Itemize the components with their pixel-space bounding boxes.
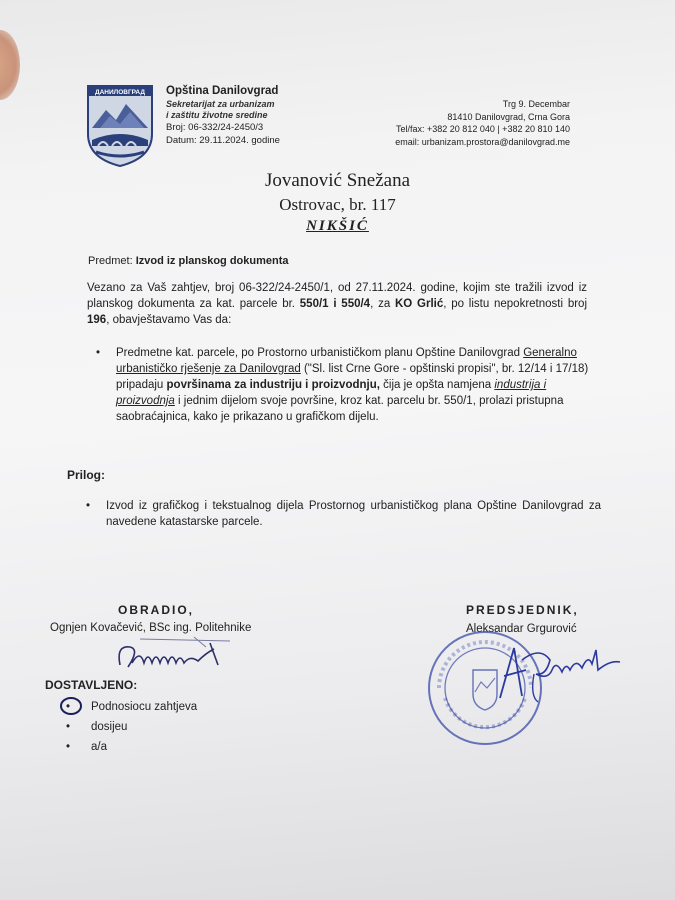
- bullet-item-plan: [96, 345, 596, 425]
- list-item: [66, 717, 197, 737]
- list-item-text: Podnosiocu zahtjeva: [91, 701, 198, 713]
- department-line-1: Sekretarijat za urbanizam: [166, 99, 275, 109]
- crest-text: ДАНИЛОВГРАД: [94, 89, 146, 96]
- department-line-2: i zaštitu životne sredine: [166, 110, 268, 120]
- delivered-to-label: DOSTAVLJENO:: [45, 678, 138, 692]
- telfax: Tel/fax: +382 20 812 040 | +382 20 810 140: [396, 124, 570, 134]
- attachment-label: Prilog:: [67, 468, 105, 482]
- bullet-item-attachment: [86, 498, 601, 530]
- bullet1-text-7: i jednim dijelom svoje površine, kroz kat. parcelu br. 550/1, prolazi pristupna saobraćajnica, kako je prikazano u grafičkom dijelu.: [116, 395, 564, 423]
- finger-edge: [0, 30, 20, 100]
- prepared-by-title: OBRADIO,: [118, 603, 194, 617]
- president-name: Aleksandar Grgurović: [466, 623, 577, 635]
- municipality-crest-logo: [86, 84, 154, 168]
- bullet-dot: •: [86, 500, 91, 512]
- body-ko: KO Grlić: [395, 298, 444, 310]
- body-text-3: , po listu nepokretnosti broj: [443, 298, 587, 310]
- list-item: [66, 697, 197, 717]
- body-paragraph: [87, 280, 587, 328]
- handwritten-signature-left: [110, 635, 240, 675]
- address-line-1: Trg 9. Decembar: [502, 99, 570, 109]
- bullet1-purpose: industrija i proizvodnja: [116, 379, 547, 407]
- president-title: PREDSJEDNIK,: [466, 603, 579, 617]
- list-item-text: a/a: [91, 741, 107, 753]
- header-left-block: [166, 85, 280, 147]
- email: email: urbanizam.prostora@danilovgrad.me: [395, 136, 570, 147]
- handwritten-signature-right: [470, 640, 630, 710]
- addressee-street: Ostrovac, br. 117: [279, 195, 396, 214]
- header-right-block: [395, 98, 570, 148]
- bullet-dot: •: [96, 347, 101, 359]
- subject-value: Izvod iz planskog dokumenta: [135, 255, 289, 267]
- attachment-text: Izvod iz grafičkog i tekstualnog dijela Prostornog urbanističkog plana Opštine Danilovgrad za navedene katastarske parcele.: [106, 500, 601, 528]
- prepared-by-name: Ognjen Kovačević, BSc ing. Politehnike: [50, 622, 252, 634]
- addressee-name: Jovanović Snežana: [264, 170, 411, 191]
- subject-line: [88, 255, 289, 267]
- body-text-1: Vezano za Vaš zahtjev, broj 06-322/24-2450/1, od 27.11.2024. godine, kojim ste tražili izvod iz planskog dokumenta za kat. parcele br.: [87, 282, 587, 310]
- delivered-to-list: [66, 697, 197, 757]
- bullet1-text-1: Predmetne kat. parcele, po Prostorno urbanističkom planu Opštine Danilovgrad: [116, 347, 524, 359]
- bullet-dot: •: [66, 701, 71, 713]
- document-date: Datum: 29.11.2024. godine: [166, 135, 280, 146]
- body-text-2: , za: [370, 298, 395, 310]
- bullet1-text-5: čija je opšta namjena: [379, 379, 495, 391]
- body-ln: 196: [87, 314, 107, 326]
- list-item: [66, 737, 197, 757]
- document-number: Broj: 06-332/24-2450/3: [166, 122, 264, 133]
- bullet1-zoning: površinama za industriju i proizvodnju,: [166, 379, 380, 391]
- address-line-2: 81410 Danilovgrad, Crna Gora: [447, 111, 570, 122]
- body-parcels: 550/1 i 550/4: [299, 298, 371, 310]
- list-item-text: dosijeu: [91, 721, 128, 733]
- bullet1-text-3: ("Sl. list Crne Gore - opštinski propisi", br. 12/14 i 17/18) pripadaju: [116, 363, 589, 391]
- municipality-name: Opština Danilovgrad: [166, 85, 279, 97]
- bullet1-plan-name: Generalno urbanističko rješenje za Danilovgrad: [116, 347, 577, 375]
- subject-label: Predmet:: [88, 255, 133, 267]
- bullet-dot: •: [66, 721, 71, 733]
- bullet-dot: •: [66, 741, 71, 753]
- addressee-city: NIKŠIĆ: [306, 218, 369, 234]
- body-text-4: , obavještavamo Vas da:: [106, 314, 232, 326]
